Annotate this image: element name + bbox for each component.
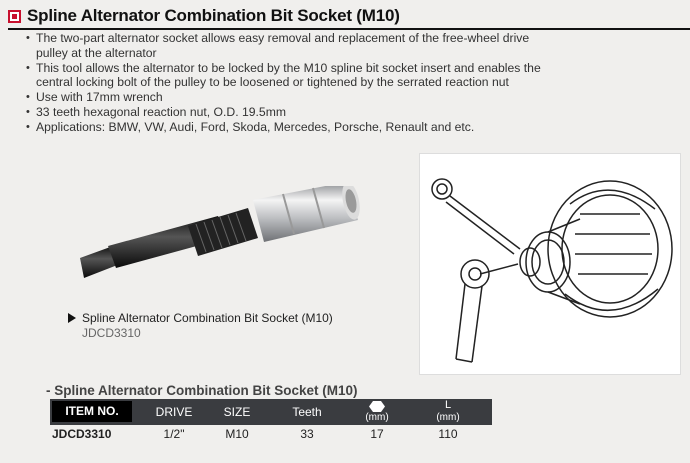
page-title: Spline Alternator Combination Bit Socket (M10): [27, 6, 400, 25]
feature-item: [26, 120, 646, 135]
product-caption: [68, 311, 333, 325]
triangle-right-icon: [68, 313, 76, 323]
header-length-unit: (mm): [436, 412, 460, 423]
feature-text: • The two-part alternator socket allows easy removal and replacement of the free-wheel drive: [36, 31, 530, 45]
cell-length: 110: [438, 427, 458, 441]
spec-table-title: - Spline Alternator Combination Bit Socket (M10): [46, 383, 358, 398]
feature-list: [26, 31, 646, 135]
cell-size: M10: [225, 427, 249, 441]
product-caption-text: Spline Alternator Combination Bit Socket (M10): [82, 311, 333, 325]
product-code: JDCD3310: [82, 326, 141, 340]
cell-teeth: 33: [300, 427, 314, 441]
header-teeth: Teeth: [292, 405, 322, 419]
title-marker-icon: [8, 10, 21, 23]
feature-item: [26, 105, 646, 120]
feature-item: [26, 61, 646, 91]
header-hex: [355, 399, 399, 425]
header-drive: DRIVE: [155, 405, 193, 419]
feature-text: • Applications: BMW, VW, Audi, Ford, Skoda, Mercedes, Porsche, Renault and etc.: [36, 119, 475, 134]
feature-item: [26, 31, 646, 61]
spec-table-header: [50, 399, 492, 425]
header-length-label: L: [444, 399, 452, 411]
cell-drive: 1/2": [163, 427, 185, 441]
header-hex-unit: (mm): [365, 412, 389, 423]
feature-text: • 33 teeth hexagonal reaction nut, O.D. 19.5mm: [36, 104, 286, 119]
usage-illustration: [419, 153, 681, 375]
header-size: SIZE: [223, 405, 251, 419]
header-length: [422, 399, 474, 425]
cell-hex: 17: [370, 427, 384, 441]
feature-text: • This tool allows the alternator to be locked by the M10 spline bit socket insert and enables the: [36, 60, 541, 75]
cell-item-no: JDCD3310: [52, 427, 112, 441]
feature-text: central locking bolt of the pulley to be loosened or tightened by the serrated reaction nut: [36, 75, 509, 90]
title-divider: [8, 28, 690, 30]
bit-socket-image: [68, 186, 368, 286]
feature-item: [26, 90, 646, 105]
hexagon-icon: [369, 401, 385, 412]
feature-text: • Use with 17mm wrench: [36, 90, 163, 105]
page-header: [8, 6, 690, 30]
feature-text: pulley at the alternator: [36, 45, 157, 60]
table-row: [50, 427, 492, 445]
header-item-no: ITEM NO.: [52, 401, 132, 422]
